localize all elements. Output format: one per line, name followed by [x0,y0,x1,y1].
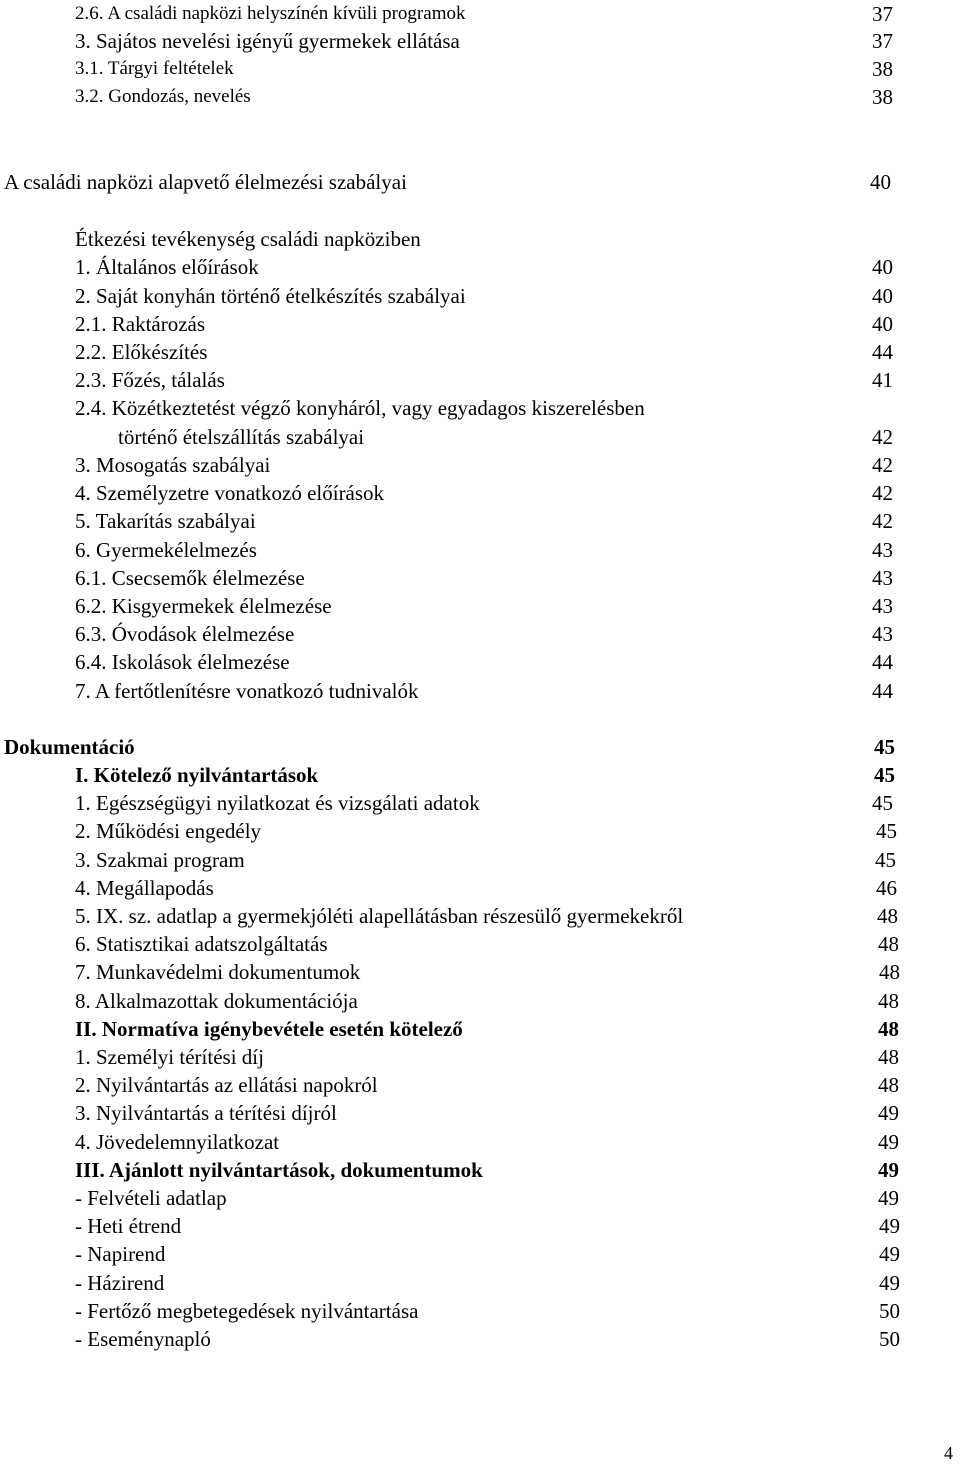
toc-entry-page: 49 [879,1242,900,1266]
toc-entry-page: 40 [870,170,891,194]
toc-entry-page: 45 [874,735,895,759]
toc-entry-title: 1. Személyi térítési díj [75,1045,264,1069]
toc-entry-page: 48 [878,932,899,956]
toc-entry-page: 42 [872,481,893,505]
toc-entry-page: 41 [872,368,893,392]
toc-entry-page: 40 [872,255,893,279]
toc-entry-title: történő ételszállítás szabályai [118,425,365,449]
toc-entry-title: 6.2. Kisgyermekek élelmezése [75,594,332,618]
toc-entry-title: 5. IX. sz. adatlap a gyermekjóléti alapellátásban részesülő gyermekekről [75,904,684,928]
toc-entry-page: 48 [879,960,900,984]
toc-entry-title: 3.1. Tárgyi feltételek [75,58,234,79]
toc-entry-page: 48 [878,1017,899,1041]
toc-entry-title: 2. Saját konyhán történő ételkészítés szabályai [75,284,466,308]
toc-entry-page: 48 [878,1045,899,1069]
toc-entry-title: - Napirend [75,1242,166,1266]
toc-entry-page: 43 [872,566,893,590]
toc-entry-page: 49 [879,1271,900,1295]
toc-entry-page: 49 [879,1214,900,1238]
toc-entry-page: 49 [878,1130,899,1154]
toc-entry-page: 45 [872,791,893,815]
toc-entry-page: 37 [872,2,893,26]
toc-entry-page: 49 [878,1186,899,1210]
toc-entry-page: 38 [872,85,893,109]
toc-entry-page: 49 [878,1101,899,1125]
toc-entry-title: III. Ajánlott nyilvántartások, dokumentumok [75,1158,483,1182]
toc-entry-title: 6. Gyermekélelmezés [75,538,257,562]
toc-entry-page: 43 [872,622,893,646]
page-number: 4 [944,1443,953,1463]
toc-entry-page: 40 [872,312,893,336]
toc-entry-title: 6. Statisztikai adatszolgáltatás [75,932,328,956]
toc-entry-title: 2.2. Előkészítés [75,340,208,364]
toc-entry-title: 6.3. Óvodások élelmezése [75,622,295,646]
toc-entry-title: - Felvételi adatlap [75,1186,227,1210]
toc-entry-title: 5. Takarítás szabályai [75,509,256,533]
toc-entry-title: 6.1. Csecsemők élelmezése [75,566,305,590]
toc-entry-page: 48 [878,1073,899,1097]
toc-entry-page: 44 [872,679,893,703]
toc-entry-page: 37 [872,29,893,53]
toc-entry-title: 3.2. Gondozás, nevelés [75,86,251,107]
toc-entry-page: 45 [874,763,895,787]
toc-entry-title: - Fertőző megbetegedések nyilvántartása [75,1299,419,1323]
toc-entry-title: Dokumentáció [4,735,135,759]
toc-entry-title: 4. Személyzetre vonatkozó előírások [75,481,385,505]
toc-entry-title: 3. Szakmai program [75,848,245,872]
toc-entry-page: 45 [875,848,896,872]
toc-entry-title: 2.6. A családi napközi helyszínén kívüli programok [75,3,466,24]
toc-entry-title: 1. Egészségügyi nyilatkozat és vizsgálati adatok [75,791,480,815]
toc-entry-title: 4. Megállapodás [75,876,214,900]
toc-entry-page: 42 [872,453,893,477]
toc-entry-title: A családi napközi alapvető élelmezési szabályai [4,170,407,194]
toc-entry-title: 4. Jövedelemnyilatkozat [75,1130,280,1154]
toc-entry-page: 45 [876,819,897,843]
toc-entry-title: 2.1. Raktározás [75,312,206,336]
toc-entry-title: 2.3. Főzés, tálalás [75,368,225,392]
toc-entry-page: 48 [878,989,899,1013]
toc-entry-page: 44 [872,340,893,364]
toc-entry-page: 48 [877,904,898,928]
toc-entry-page: 42 [872,425,893,449]
toc-entry-title: II. Normatíva igénybevétele esetén kötelező [75,1017,463,1041]
toc-entry-page: 46 [876,876,897,900]
toc-entry-title: 2. Nyilvántartás az ellátási napokról [75,1073,378,1097]
toc-entry-title: I. Kötelező nyilvántartások [75,763,319,787]
toc-entry-title: 6.4. Iskolások élelmezése [75,650,290,674]
toc-entry-page: 44 [872,650,893,674]
toc-entry-page: 50 [879,1327,900,1351]
toc-entry-page: 49 [878,1158,899,1182]
toc-entry-title: 8. Alkalmazottak dokumentációja [75,989,358,1013]
toc-entry-page: 42 [872,509,893,533]
toc-entry-title: 7. Munkavédelmi dokumentumok [75,960,361,984]
toc-entry-page: 50 [879,1299,900,1323]
toc-entry-title: - Eseménynapló [75,1327,211,1351]
toc-entry-page: 43 [872,594,893,618]
toc-entry-title: Étkezési tevékenység családi napköziben [75,227,421,251]
toc-entry-title: 2. Működési engedély [75,819,262,843]
toc-entry-title: - Házirend [75,1271,165,1295]
toc-entry-title: - Heti étrend [75,1214,182,1238]
toc-entry-title: 3. Nyilvántartás a térítési díjról [75,1101,337,1125]
toc-entry-page: 40 [872,284,893,308]
toc-entry-title: 2.4. Közétkeztetést végző konyháról, vagy egyadagos kiszerelésben [75,396,645,420]
toc-entry-page: 43 [872,538,893,562]
toc-entry-title: 3. Mosogatás szabályai [75,453,271,477]
toc-entry-title: 3. Sajátos nevelési igényű gyermekek ellátása [75,29,460,53]
toc-entry-title: 7. A fertőtlenítésre vonatkozó tudnivalók [75,679,419,703]
toc-entry-title: 1. Általános előírások [75,255,259,279]
toc-entry-page: 38 [872,57,893,81]
